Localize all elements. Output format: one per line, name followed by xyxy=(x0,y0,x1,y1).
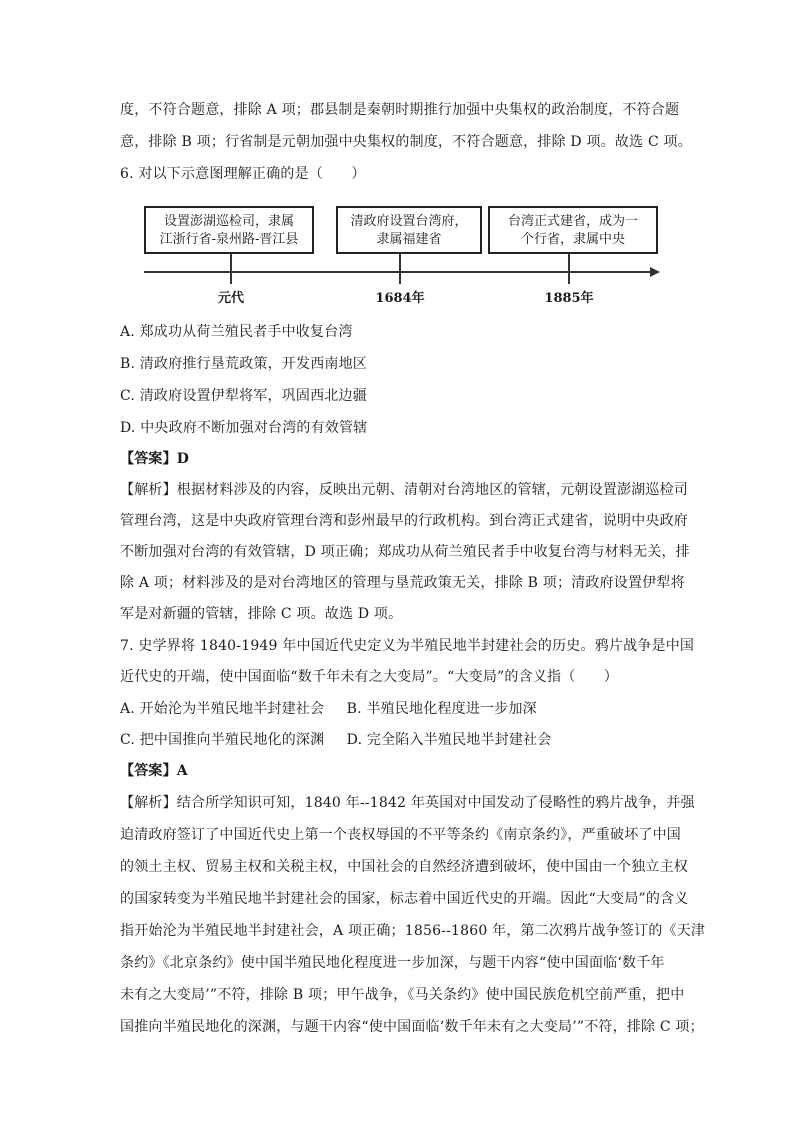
timeline-diagram xyxy=(140,200,670,310)
analysis-line: 指开始沦为半殖民地半封建社会，A 项正确；1856--1860 年，第二次鸦片战争签订的《天津 xyxy=(120,923,706,939)
box-text: 台湾正式建省，成为一 xyxy=(507,214,638,229)
analysis-line: 条约》《北京条约》使中国半殖民地化程度进一步加深，与题干内容“使中国面临‘数千年 xyxy=(120,955,665,971)
answer-label: 【答案】A xyxy=(120,763,188,779)
option-b: B. 半殖民地化程度进一步加深 xyxy=(346,701,537,717)
tick-label-1684: 1684年 xyxy=(375,291,425,306)
option-b: B. 清政府推行垦荒政策，开发西南地区 xyxy=(120,356,367,372)
tick-label-yuan: 元代 xyxy=(217,291,244,306)
answer-label: 【答案】D xyxy=(120,451,190,467)
option-a: A. 郑成功从荷兰殖民者手中收复台湾 xyxy=(120,324,353,340)
axis-arrow-icon xyxy=(650,267,660,277)
timeline-tick xyxy=(568,254,570,284)
box-text: 江浙行省-泉州路-晋江县 xyxy=(159,232,299,247)
analysis-line: 未有之大变局’”不符，排除 B 项；甲午战争，《马关条约》使中国民族危机空前严重，把中 xyxy=(120,987,685,1003)
analysis-line: 迫清政府签订了中国近代史上第一个丧权辱国的不平等条约《南京条约》，严重破坏了中国 xyxy=(120,827,681,843)
tick-label-1885: 1885年 xyxy=(544,291,594,306)
analysis-line: 国推向半殖民地化的深渊，与题干内容“使中国面临‘数千年未有之大变局’”不符，排除 C 项； xyxy=(120,1019,704,1035)
timeline-box-yuan xyxy=(144,206,314,254)
box-text: 个行省，隶属中央 xyxy=(520,232,625,247)
analysis-line: 【解析】根据材料涉及的内容，反映出元朝、清朝对台湾地区的管辖，元朝设置澎湖巡检司 xyxy=(120,482,688,498)
analysis-line: 的国家转变为半殖民地半封建社会的国家，标志着中国近代史的开端。因此“大变局”的含义 xyxy=(120,891,689,907)
question-7-stem: 近代史的开端，使中国面临“数千年未有之大变局”。“大变局”的含义指（ ） xyxy=(120,669,619,685)
question-6-stem: 6. 对以下示意图理解正确的是（ ） xyxy=(120,166,366,182)
question-7-stem: 7. 史学界将 1840-1949 年中国近代史定义为半殖民地半封建社会的历史。鸦片战争是中国 xyxy=(120,638,695,654)
analysis-line: 军是对新疆的管辖，排除 C 项。故选 D 项。 xyxy=(120,606,403,622)
option-a: A. 开始沦为半殖民地半封建社会 xyxy=(120,701,325,717)
text-line: 意，排除 B 项；行省制是元朝加强中央集权的制度，不符合题意，排除 D 项。故选 C 项。 xyxy=(120,134,692,150)
option-d: D. 中央政府不断加强对台湾的有效管辖 xyxy=(120,420,368,436)
analysis-line: 除 A 项；材料涉及的是对台湾地区的管理与垦荒政策无关，排除 B 项；清政府设置伊犁将 xyxy=(120,575,685,591)
text-line: 度，不符合题意，排除 A 项；郡县制是秦朝时期推行加强中央集权的政治制度，不符合题 xyxy=(120,102,680,118)
analysis-line: 【解析】结合所学知识可知，1840 年--1842 年英国对中国发动了侵略性的鸦片战争，并强 xyxy=(120,795,695,811)
timeline-tick xyxy=(230,254,232,284)
option-row xyxy=(120,699,700,719)
analysis-line: 管理台湾，这是中央政府管理台湾和彭州最早的行政机构。到台湾正式建省，说明中央政府 xyxy=(120,513,688,529)
option-d: D. 完全陷入半殖民地半封建社会 xyxy=(346,732,552,748)
box-text: 设置澎湖巡检司，隶属 xyxy=(163,214,294,229)
box-text: 清政府设置台湾府， xyxy=(350,214,468,229)
analysis-line: 不断加强对台湾的有效管辖，D 项正确；郑成功从荷兰殖民者手中收复台湾与材料无关，排 xyxy=(120,544,690,560)
option-c: C. 清政府设置伊犁将军，巩固西北边疆 xyxy=(120,388,367,404)
box-text: 隶属福建省 xyxy=(376,232,442,247)
analysis-line: 的领土主权、贸易主权和关税主权，中国社会的自然经济遭到破坏，使中国由一个独立主权 xyxy=(120,859,688,875)
timeline-box-1885 xyxy=(488,206,658,254)
timeline-tick xyxy=(399,254,401,284)
option-c: C. 把中国推向半殖民地化的深渊 xyxy=(120,732,325,748)
timeline-box-1684 xyxy=(336,206,482,254)
option-row xyxy=(120,730,700,750)
